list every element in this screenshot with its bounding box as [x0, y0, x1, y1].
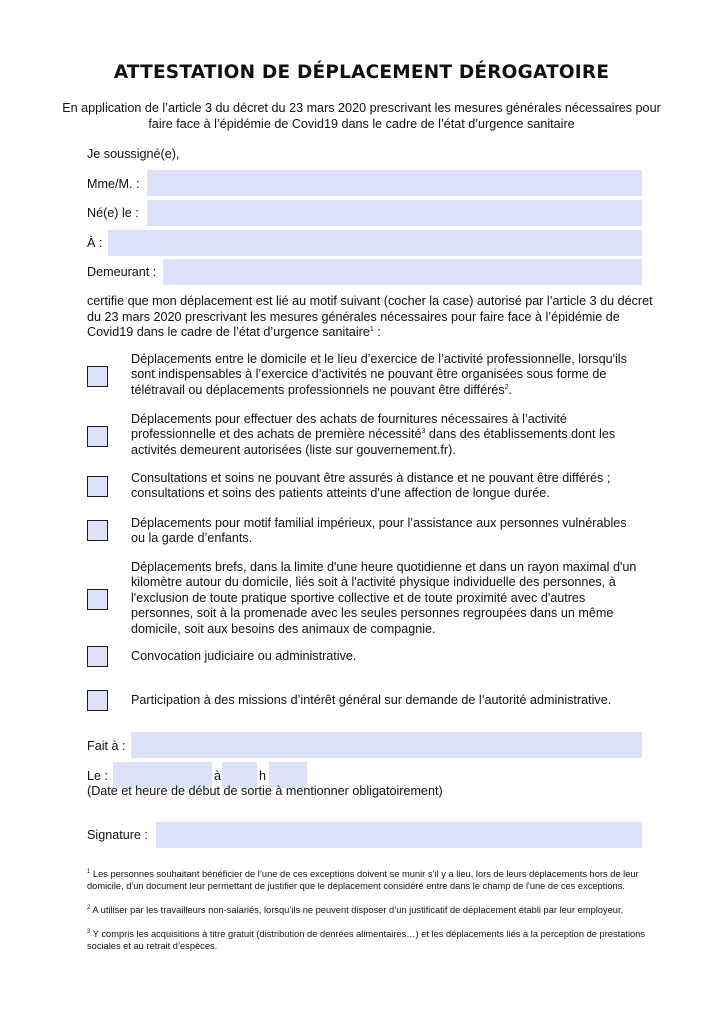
- intro-text: En application de l’article 3 du décret du 23 mars 2020 prescrivant les mesures générales nécessaires pour faire face à l’épidémie de Covid19 dans le cadre de l’état d’urgence sanitaire: [62, 101, 661, 131]
- checkbox-general-interest[interactable]: [87, 690, 108, 711]
- soussigne-text: Je soussigné(e),: [87, 147, 180, 161]
- h-label: h: [259, 769, 267, 783]
- signature-field[interactable]: [156, 822, 642, 848]
- certify-text: certifie que mon déplacement est lié au motif suivant (cocher la case) autorisé par l’article 3 du décret du 23 mars 2020 prescrivant les mesures générales nécessaires pour faire face à l’épidémie de Covid19 dans le cadre de l’état d’urgence sanitaire$^1$ :: [87, 294, 653, 339]
- birthplace-label: À :: [87, 236, 103, 250]
- option-purchases: Déplacements pour effectuer des achats de fournitures nécessaires à l’activité professionnelle et des achats de première nécessité$^3$ dans des établissements dont les activités demeurent autorisées (liste sur gouvernement.fr).: [131, 412, 616, 457]
- birthplace-field[interactable]: [108, 230, 642, 256]
- checkbox-health[interactable]: [87, 476, 108, 497]
- name-label: Mme/M. :: [87, 177, 140, 191]
- option-health: Consultations et soins ne pouvant être assurés à distance et ne pouvant être différés ; consultations et soins des patients atteints d'une affection de longue durée.: [131, 471, 611, 501]
- checkbox-professional[interactable]: [87, 366, 108, 387]
- address-field[interactable]: [163, 259, 642, 285]
- option-general-interest: Participation à des missions d’intérêt général sur demande de l’autorité administrative.: [131, 693, 612, 707]
- footnote-ref-1: 1: [369, 326, 374, 333]
- footnote-1: $^1$ Les personnes souhaitant bénéficier de l’une de ces exceptions doivent se munir s’il y a lieu, lors de leurs déplacements hors de leur domicile, d'un document leur permettant de justifier que le déplacement considéré entre dans le champ de l'une de ces exceptions.: [87, 869, 639, 891]
- option-family: Déplacements pour motif familial impérieux, pour l’assistance aux personnes vulnérables ou la garde d’enfants.: [131, 516, 627, 546]
- checkbox-family[interactable]: [87, 520, 108, 541]
- birthdate-field[interactable]: [147, 200, 642, 226]
- signature-label: Signature :: [87, 828, 148, 842]
- date-note: (Date et heure de début de sortie à mentionner obligatoirement): [87, 784, 443, 798]
- checkbox-exercise[interactable]: [87, 589, 108, 610]
- a-label: à: [214, 769, 222, 783]
- option-judicial: Convocation judiciaire ou administrative.: [131, 649, 357, 663]
- option-professional: Déplacements entre le domicile et le lieu d’exercice de l’activité professionnelle, lorsqu'ils sont indispensables à l’exercice d’activités ne pouvant être organisées sous forme de télétravail ou déplacements professionnels ne pouvant être différés$^2$.: [131, 352, 627, 397]
- fait-field[interactable]: [131, 732, 642, 758]
- birthdate-label: Né(e) le :: [87, 206, 139, 220]
- fait-label: Fait à :: [87, 739, 126, 753]
- option-exercise: Déplacements brefs, dans la limite d'une heure quotidienne et dans un rayon maximal d'un kilomètre autour du domicile, liés soit à l'activité physique individuelle des personnes, à l'exclusion de toute pratique sportive collective et de toute proximité avec d'autres personnes, soit à la promenade avec les seules personnes regroupées dans un même domicile, soit aux besoins des animaux de compagnie.: [131, 560, 637, 636]
- le-label: Le :: [87, 769, 109, 783]
- checkbox-judicial[interactable]: [87, 646, 108, 667]
- address-label: Demeurant :: [87, 265, 157, 279]
- page-title: ATTESTATION DE DÉPLACEMENT DÉROGATOIRE: [113, 62, 610, 83]
- checkbox-purchases[interactable]: [87, 426, 108, 447]
- name-field[interactable]: [147, 170, 642, 196]
- footnote-3: $^3$ Y compris les acquisitions à titre gratuit (distribution de denrées alimentaires…) et les déplacements liés à la perception de prestations sociales et au retrait d’espèces.: [87, 929, 645, 951]
- footnote-2: $^2$ A utiliser par les travailleurs non-salariés, lorsqu’ils ne peuvent disposer d’un justificatif de déplacement établi par leur employeur.: [87, 905, 624, 915]
